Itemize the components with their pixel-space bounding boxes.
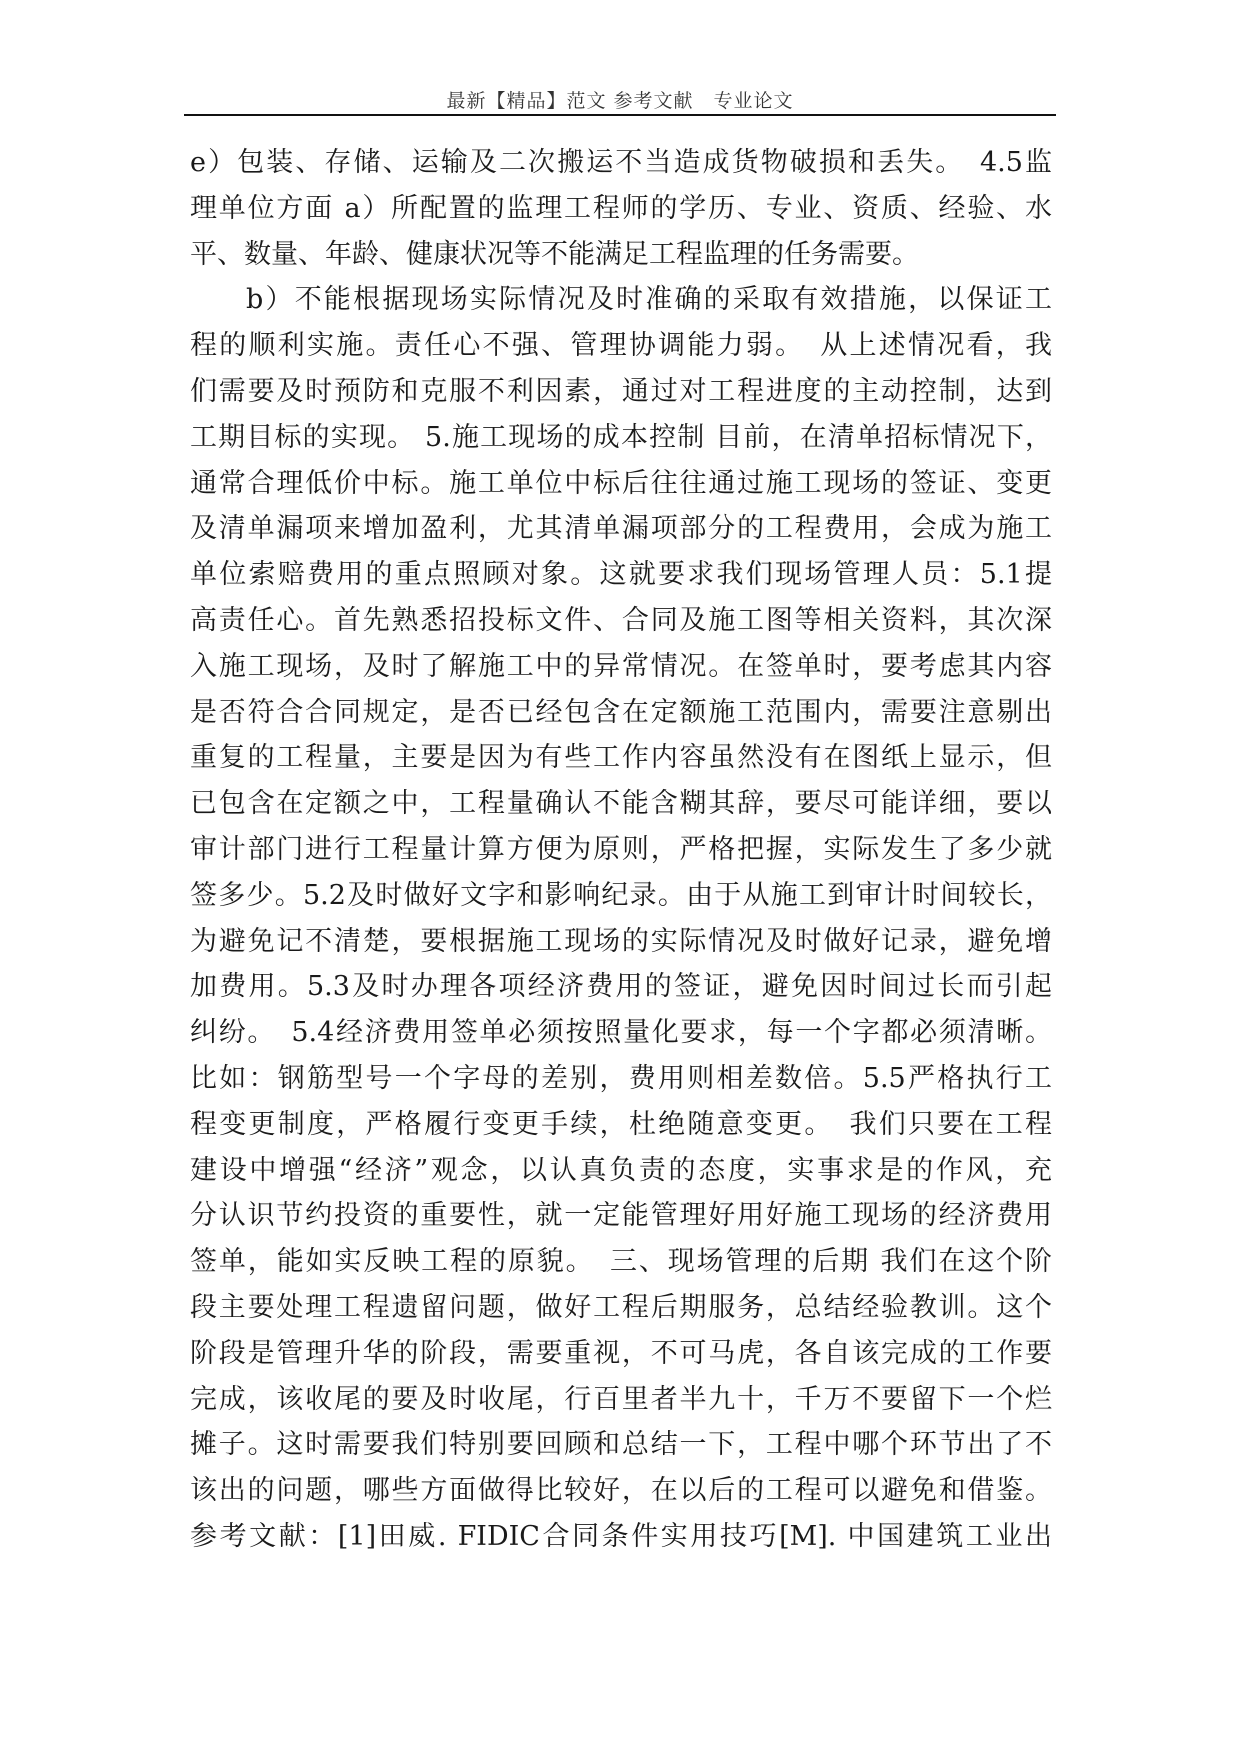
text-line: 已包含在定额之中，工程量确认不能含糊其辞，要尽可能详细，要以 bbox=[190, 788, 1052, 820]
text-line: 单位索赔费用的重点照顾对象。这就要求我们现场管理人员：5.1提 bbox=[190, 559, 1052, 591]
text-line: 审计部门进行工程量计算方便为原则，严格把握，实际发生了多少就 bbox=[190, 833, 1052, 865]
text-line: 比如：钢筋型号一个字母的差别，费用则相差数倍。5.5严格执行工 bbox=[190, 1062, 1052, 1094]
text-line: 为避免记不清楚，要根据施工现场的实际情况及时做好记录，避免增 bbox=[190, 925, 1052, 957]
text-line: 阶段是管理升华的阶段，需要重视，不可马虎，各自该完成的工作要 bbox=[190, 1337, 1052, 1369]
header-rule bbox=[184, 114, 1056, 116]
text-line: e）包装、存储、运输及二次搬运不当造成货物破损和丢失。 4.5监 bbox=[190, 147, 1052, 178]
text-line: 入施工现场，及时了解施工中的异常情况。在签单时，要考虑其内容 bbox=[190, 650, 1052, 682]
text-line: 签单，能如实反映工程的原貌。 三、现场管理的后期 我们在这个阶 bbox=[190, 1246, 1052, 1278]
text-line: 程变更制度，严格履行变更手续，杜绝随意变更。 我们只要在工程 bbox=[190, 1108, 1052, 1140]
text-line: b）不能根据现场实际情况及时准确的采取有效措施，以保证工 bbox=[246, 284, 1052, 316]
text-line: 工期目标的实现。 5.施工现场的成本控制 目前，在清单招标情况下， bbox=[190, 421, 1052, 453]
text-line: 建设中增强“经济”观念，以认真负责的态度，实事求是的作风，充 bbox=[190, 1154, 1052, 1186]
text-line: 参考文献：[1]田威. FIDIC合同条件实用技巧[M]. 中国建筑工业出 bbox=[190, 1520, 1052, 1552]
text-line: 重复的工程量，主要是因为有些工作内容虽然没有在图纸上显示，但 bbox=[190, 742, 1052, 774]
text-line: 高责任心。首先熟悉招投标文件、合同及施工图等相关资料，其次深 bbox=[190, 604, 1052, 636]
text-line: 签多少。5.2及时做好文字和影响纪录。由于从施工到审计时间较长， bbox=[190, 879, 1052, 911]
document-body bbox=[190, 140, 1052, 1560]
text-line: 分认识节约投资的重要性，就一定能管理好用好施工现场的经济费用 bbox=[190, 1200, 1052, 1232]
text-line: 程的顺利实施。责任心不强、管理协调能力弱。 从上述情况看，我 bbox=[190, 330, 1052, 362]
text-line: 通常合理低价中标。施工单位中标后往往通过施工现场的签证、变更 bbox=[190, 467, 1052, 499]
text-line: 纠纷。 5.4经济费用签单必须按照量化要求，每一个字都必须清晰。 bbox=[190, 1017, 1052, 1049]
text-line: 们需要及时预防和克服不利因素，通过对工程进度的主动控制，达到 bbox=[190, 375, 1052, 407]
text-line: 及清单漏项来增加盈利，尤其清单漏项部分的工程费用，会成为施工 bbox=[190, 513, 1052, 545]
text-line: 是否符合合同规定，是否已经包含在定额施工范围内，需要注意剔出 bbox=[190, 696, 1052, 728]
text-line: 理单位方面 a）所配置的监理工程师的学历、专业、资质、经验、水 bbox=[190, 192, 1052, 224]
text-line: 加费用。5.3及时办理各项经济费用的签证，避免因时间过长而引起 bbox=[190, 971, 1052, 1003]
text-line: 段主要处理工程遗留问题，做好工程后期服务，总结经验教训。这个 bbox=[190, 1291, 1052, 1323]
text-line: 摊子。这时需要我们特别要回顾和总结一下，工程中哪个环节出了不 bbox=[190, 1429, 1052, 1461]
page-header: 最新【精品】范文 参考文献 专业论文 bbox=[446, 90, 794, 112]
text-line: 完成，该收尾的要及时收尾，行百里者半九十，千万不要留下一个烂 bbox=[190, 1383, 1052, 1415]
text-line: 平、数量、年龄、健康状况等不能满足工程监理的任务需要。 bbox=[190, 238, 919, 270]
text-line: 该出的问题，哪些方面做得比较好，在以后的工程可以避免和借鉴。 bbox=[190, 1475, 1052, 1507]
